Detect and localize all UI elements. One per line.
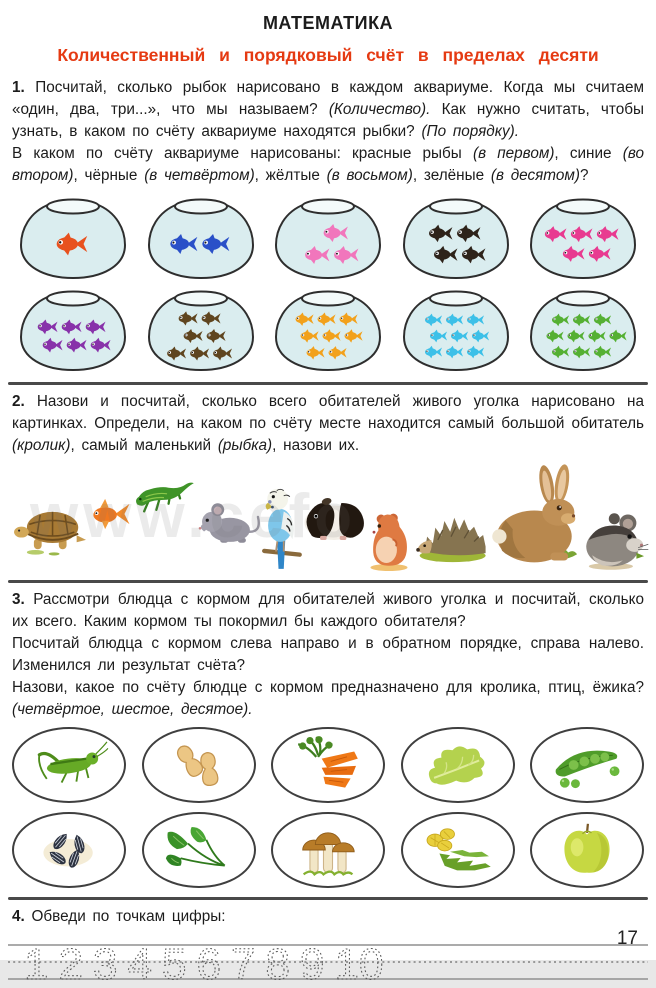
- section-divider: [8, 580, 648, 583]
- aquarium-crimson-pink-fish: [522, 197, 644, 281]
- text-segment: (в десятом): [490, 167, 580, 184]
- aquarium-light-blue-fish: [395, 289, 517, 373]
- task3-paragraph-3: [12, 679, 644, 718]
- animals-strip: [12, 459, 644, 571]
- text-segment: Назови и посчитай, сколько всего обитателей живого уголка нарисовано на картинках. Определи, на каком по счёту месте находится самый большой обитатель: [12, 393, 644, 432]
- carrots-icon: [293, 737, 363, 793]
- text-segment: , жёлтые: [254, 167, 327, 184]
- lizard-icon: [132, 477, 196, 519]
- apple-icon: [560, 822, 614, 878]
- task1-paragraph-1: [12, 79, 644, 140]
- trace-digit[interactable]: 10: [334, 940, 384, 988]
- fishbowl: [140, 289, 262, 373]
- trace-digit[interactable]: 8: [265, 940, 290, 988]
- text-segment: Назови, какое по счёту блюдце с кормом предназначено для кролика, птиц, ёжика?: [12, 679, 644, 696]
- pea-pod-icon: [549, 741, 625, 789]
- aquarium-red-fish: [12, 197, 134, 281]
- page-subtitle: Количественный и порядковый счёт в пределах десяти: [57, 45, 599, 65]
- task3-text: [12, 589, 644, 721]
- peanuts-icon: [169, 741, 229, 789]
- trace-digit[interactable]: 6: [196, 940, 221, 988]
- saucer-row-2: [12, 812, 644, 888]
- trace-digit[interactable]: 7: [231, 940, 256, 988]
- saucer-row-1: [12, 727, 644, 803]
- task2-paragraph-1: [12, 393, 644, 454]
- saucer-grasshopper: [12, 727, 126, 803]
- text-segment: , самый маленький: [70, 437, 218, 454]
- text-segment: 4.: [12, 908, 25, 925]
- grasshopper-icon: [27, 740, 111, 790]
- text-segment: 2.: [12, 393, 25, 410]
- fishbowl: [12, 197, 134, 281]
- trace-digit[interactable]: 3: [93, 940, 118, 988]
- dandelions-icon: [421, 827, 495, 873]
- lettuce-leaf-icon: [425, 742, 491, 788]
- aquarium-brown-fish: [140, 289, 262, 373]
- fishbowl: [140, 197, 262, 281]
- trace-digit[interactable]: 2: [58, 940, 83, 988]
- section-divider: [8, 897, 648, 900]
- watermark: www.cefo: [30, 482, 358, 551]
- fishbowl: [522, 197, 644, 281]
- fishbowl: [522, 289, 644, 373]
- task4-paragraph-1: [12, 908, 225, 925]
- trace-digit[interactable]: 1: [24, 940, 49, 988]
- aquarium-green-fish: [522, 289, 644, 373]
- text-segment: (рыбка): [217, 437, 273, 454]
- text-segment: В каком по счёту аквариуме нарисованы: красные рыбы: [12, 145, 473, 162]
- fishbowl: [395, 289, 517, 373]
- saucer-pea-pod: [530, 727, 644, 803]
- text-segment: , назови их.: [272, 437, 360, 454]
- text-segment: , чёрные: [73, 167, 145, 184]
- text-segment: Посчитай, сколько рыбок нарисовано в каждом аквариуме. Когда мы считаем «один, два, три...», что мы называем?: [12, 79, 644, 118]
- text-segment: (кролик): [12, 437, 71, 454]
- aquarium-black-fish: [395, 197, 517, 281]
- task3-paragraph-2: [12, 635, 644, 674]
- saucer-sunflower-seeds: [12, 812, 126, 888]
- aquarium-row-2: [12, 289, 644, 373]
- text-segment: Рассмотри блюдца с кормом для обитателей живого уголка и посчитай, сколько их всего. Каким кормом ты покормил бы каждого обитателя?: [12, 591, 644, 630]
- fishbowl: [267, 289, 389, 373]
- page-title: МАТЕМАТИКА: [262, 13, 394, 33]
- text-segment: Как нужно считать, чтобы узнать, в каком по счёту аквариуме находятся рыбки?: [12, 101, 644, 140]
- saucer-peanuts: [142, 727, 256, 803]
- page-number: 17: [616, 928, 638, 949]
- writing-lines: [8, 938, 648, 988]
- sunflower-seeds-icon: [39, 829, 99, 871]
- fishbowl: [12, 289, 134, 373]
- fishbowl: [267, 197, 389, 281]
- text-segment: 1.: [12, 79, 25, 96]
- trace-digit[interactable]: 5: [162, 940, 187, 988]
- green-leaves-icon: [165, 827, 233, 873]
- saucer-lettuce-leaf: [401, 727, 515, 803]
- task1-text: [12, 77, 644, 187]
- trace-digits-area: [8, 938, 648, 988]
- aquarium-yellow-fish: [267, 289, 389, 373]
- rabbit-icon: [490, 465, 582, 565]
- text-segment: (По порядку).: [421, 123, 519, 140]
- text-segment: (в четвёртом): [144, 167, 255, 184]
- saucer-mushrooms: [271, 812, 385, 888]
- text-segment: (во втором): [12, 145, 644, 184]
- goldfish-icon: [90, 497, 132, 531]
- text-segment: , синие: [554, 145, 623, 162]
- turtle-icon: [12, 501, 90, 557]
- text-segment: (четвёртое, шестое, десятое).: [12, 701, 253, 718]
- text-segment: , зелёные: [412, 167, 491, 184]
- saucer-apple: [530, 812, 644, 888]
- chinchilla-icon: [582, 509, 650, 571]
- mouse-icon: [196, 497, 262, 545]
- budgerigar-icon: [262, 485, 302, 571]
- saucer-green-leaves: [142, 812, 256, 888]
- text-segment: ?: [579, 167, 589, 184]
- task2-text: [12, 391, 644, 457]
- trace-digit[interactable]: 9: [300, 940, 325, 988]
- section-divider: [8, 382, 648, 385]
- aquarium-purple-fish: [12, 289, 134, 373]
- text-segment: (Количество).: [328, 101, 431, 118]
- saucer-dandelions: [401, 812, 515, 888]
- hamster-icon: [366, 511, 412, 571]
- text-segment: (в первом): [472, 145, 555, 162]
- text-segment: Обведи по точкам цифры:: [24, 908, 226, 925]
- hedgehog-icon: [412, 507, 490, 563]
- text-segment: (в восьмом): [326, 167, 413, 184]
- task3-paragraph-1: [12, 591, 644, 630]
- text-segment: 3.: [12, 591, 25, 608]
- aquarium-pink-fish: [267, 197, 389, 281]
- trace-digit[interactable]: 4: [127, 940, 152, 988]
- fishbowl: [395, 197, 517, 281]
- saucer-carrots: [271, 727, 385, 803]
- task1-paragraph-2: [12, 145, 644, 184]
- aquarium-blue-fish: [140, 197, 262, 281]
- guinea-pig-icon: [302, 493, 366, 541]
- task4-text: [12, 906, 644, 928]
- aquarium-row-1: [12, 197, 644, 281]
- mushrooms-icon: [297, 822, 359, 878]
- text-segment: Посчитай блюдца с кормом слева направо и в обратном порядке, справа налево. Изменился ли результат счёта?: [12, 635, 644, 674]
